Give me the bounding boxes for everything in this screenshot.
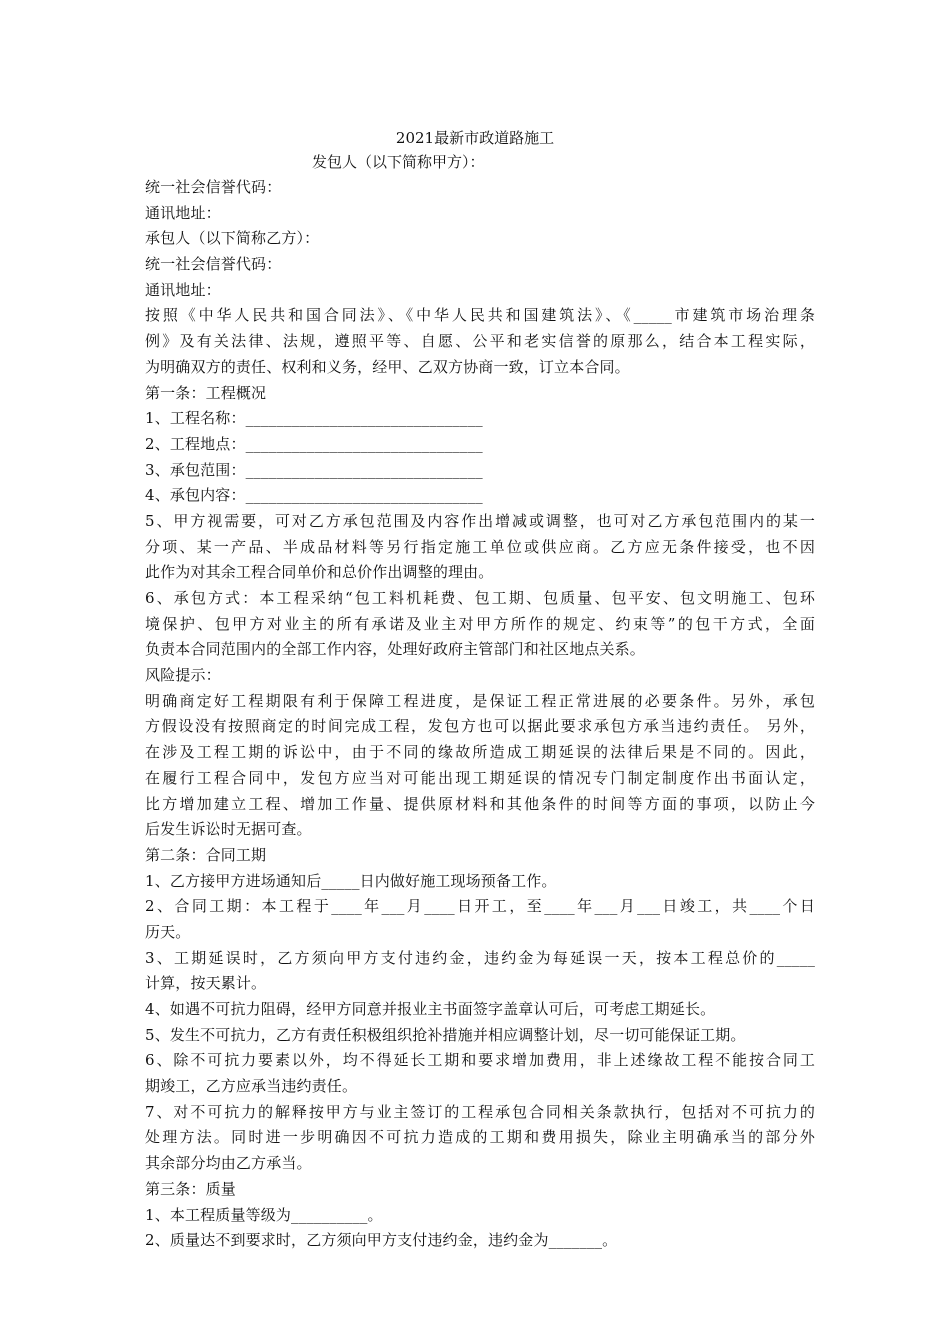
text-line: 为明确双方的责任、权利和义务，经甲、乙双方协商一致，订立本合同。 — [145, 357, 630, 376]
text-line: 4、承包内容：_______________________________ — [145, 486, 483, 505]
text-line: 计算，按天累计。 — [145, 974, 267, 993]
text-line: 第一条：工程概况 — [145, 383, 267, 402]
text-line: 统一社会信誉代码： — [145, 255, 282, 274]
text-line: 期竣工，乙方应承当违约责任。 — [145, 1077, 358, 1096]
text-line: 历天。 — [145, 922, 191, 941]
text-line: 1、乙方接甲方进场通知后_____日内做好施工现场预备工作。 — [145, 871, 557, 890]
text-line: 4、如遇不可抗力阻碍，经甲方同意并报业主书面签字盖章认可后，可考虑工期延长。 — [145, 1000, 716, 1018]
text-line: 明确商定好工程期限有利于保障工程进度，是保证工程正常进展的必要条件。另外，承包 — [145, 691, 815, 710]
text-line: 分项、某一产品、半成品材料等另行指定施工单位或供应商。乙方应无条件接受，也不因 — [145, 537, 815, 556]
text-line: 方假设没有按照商定的时间完成工程，发包方也可以据此要求承包方承当违约责任。 另外， — [145, 717, 815, 736]
text-line: 2、合同工期：本工程于____年___月____日开工，至____年___月___日竣工，共____个日 — [145, 897, 815, 916]
text-line: 3、承包范围：_______________________________ — [145, 460, 483, 479]
text-line: 通讯地址： — [145, 203, 221, 222]
text-line: 6、除不可抗力要素以外，均不得延长工期和要求增加费用，非上述缘故工程不能按合同工 — [145, 1051, 815, 1070]
text-line: 2、质量达不到要求时，乙方须向甲方支付违约金，违约金为_______。 — [145, 1231, 618, 1250]
text-line: 2、工程地点：_______________________________ — [145, 434, 483, 453]
text-line: 此作为对其余工程合同单价和总价作出调整的理由。 — [145, 563, 494, 582]
document-title: 2021最新市政道路施工 — [395, 129, 555, 147]
text-line: 负责本合同范围内的全部工作内容，处理好政府主管部门和社区地点关系。 — [145, 640, 645, 659]
text-line: 通讯地址： — [145, 280, 221, 299]
text-line: 比方增加建立工程、增加工作量、提供原材料和其他条件的时间等方面的事项，以防止今 — [145, 794, 815, 813]
text-line: 后发生诉讼时无据可查。 — [145, 820, 312, 839]
text-line: 统一社会信誉代码： — [145, 178, 282, 196]
text-line: 例》及有关法律、法规，遵照平等、自愿、公平和老实信誉的原那么，结合本工程实际， — [145, 332, 815, 351]
employer-line: 发包人（以下简称甲方）： — [312, 153, 485, 171]
text-line: 第三条：质量 — [145, 1179, 236, 1198]
text-line: 5、发生不可抗力，乙方有责任积极组织抢补措施并相应调整计划，尽一切可能保证工期。 — [145, 1025, 746, 1044]
text-line: 按照《中华人民共和国合同法》、《中华人民共和国建筑法》、《_____市建筑市场治理条 — [145, 306, 815, 325]
text-line: 第二条：合同工期 — [145, 845, 267, 864]
text-line: 在涉及工程工期的诉讼中，由于不同的缘故所造成工期延误的法律后果是不同的。因此， — [145, 743, 815, 762]
text-line: 7、对不可抗力的解释按甲方与业主签订的工程承包合同相关条款执行，包括对不可抗力的 — [145, 1102, 815, 1121]
text-line: 境保护、包甲方对业主的所有承诺及业主对甲方所作的规定、约束等”的包干方式，全面 — [145, 614, 815, 633]
text-line: 1、本工程质量等级为__________。 — [145, 1205, 383, 1224]
text-line: 1、工程名称：_______________________________ — [145, 409, 483, 428]
text-line: 处理方法。同时进一步明确因不可抗力造成的工期和费用损失，除业主明确承当的部分外 — [145, 1128, 815, 1147]
text-line: 风险提示： — [145, 666, 221, 685]
contract-body — [145, 175, 815, 1254]
text-line: 其余部分均由乙方承当。 — [145, 1154, 312, 1173]
text-line: 5、甲方视需要，可对乙方承包范围及内容作出增减或调整，也可对乙方承包范围内的某一 — [145, 511, 815, 530]
text-line: 在履行工程合同中，发包方应当对可能出现工期延误的情况专门制定制度作出书面认定， — [145, 768, 815, 787]
text-line: 6、承包方式：本工程采纳“包工料机耗费、包工期、包质量、包平安、包文明施工、包环 — [145, 589, 815, 607]
text-line: 3、工期延误时，乙方须向甲方支付违约金，违约金为每延误一天，按本工程总价的_____ — [145, 948, 815, 967]
text-line: 承包人（以下简称乙方）： — [145, 229, 320, 248]
